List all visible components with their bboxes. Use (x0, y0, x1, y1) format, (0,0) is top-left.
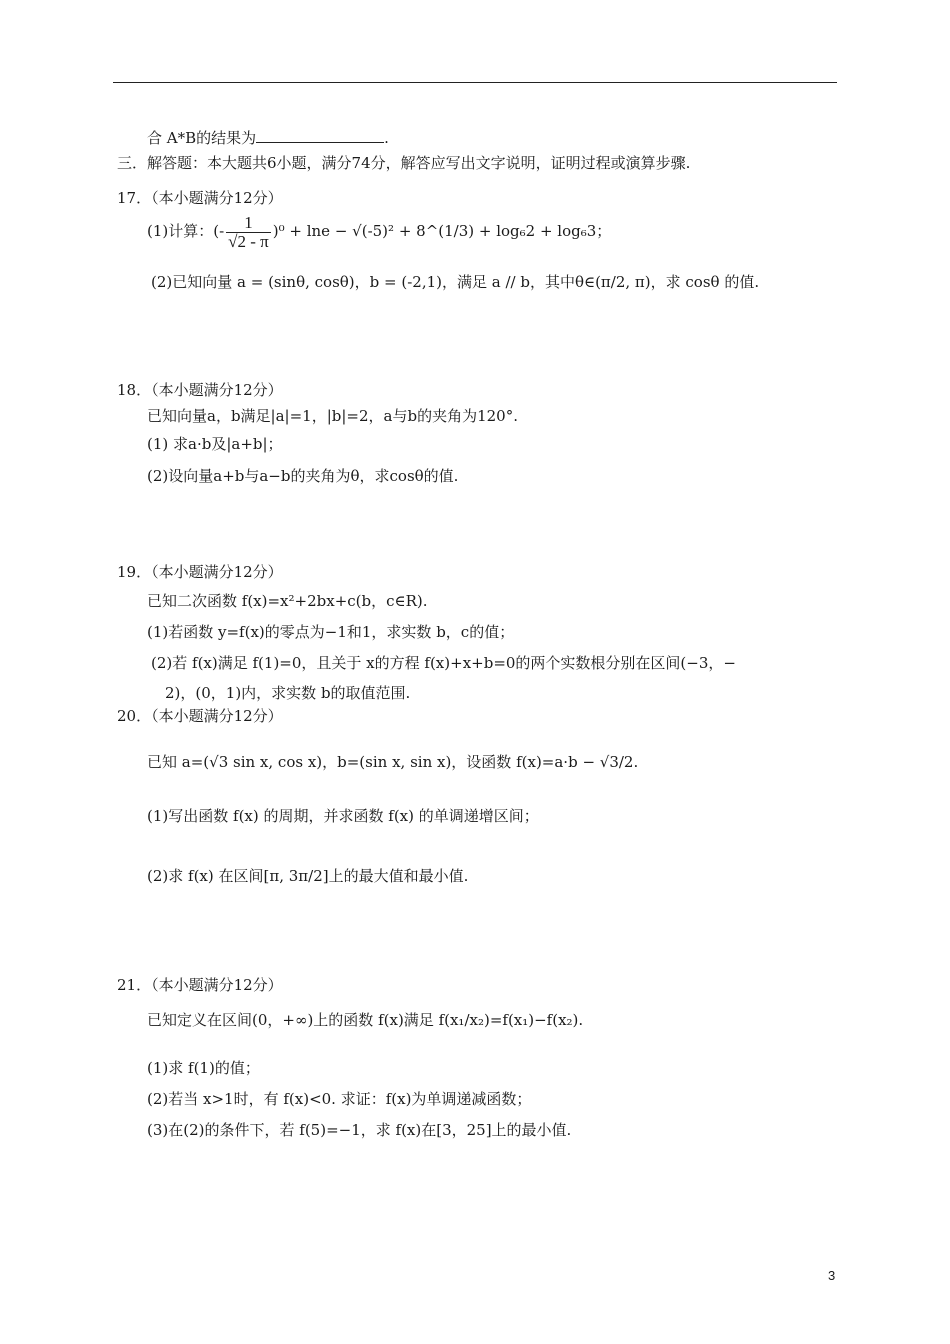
q19-part2-line2: 2)，(0，1)内，求实数 b的取值范围. (165, 684, 411, 702)
q19-heading: 19．（本小题满分12分） (117, 563, 283, 581)
set-result-text: 合 A*B的结果为 (147, 129, 257, 147)
q21-part3: (3)在(2)的条件下，若 f(5)=−1，求 f(x)在[3，25]上的最小值. (147, 1121, 572, 1139)
header-rule (113, 82, 837, 83)
q17-part2: (2)已知向量 a = (sinθ, cosθ)，b = (-2,1)，满足 a // b，其中θ∈(π/2, π)，求 cosθ 的值. (151, 273, 760, 291)
q21-part1: (1)求 f(1)的值； (147, 1059, 260, 1077)
q17-part1-prefix: (1)计算：(- (147, 222, 225, 240)
answer-blank (256, 128, 384, 143)
page-number: 3 (828, 1268, 836, 1283)
q21-text: 已知定义在区间(0，+∞)上的函数 f(x)满足 f(x₁/x₂)=f(x₁)−f(x₂). (147, 1011, 584, 1029)
q19-text: 已知二次函数 f(x)=x²+2bx+c(b，c∈R). (147, 592, 428, 610)
q18-text: 已知向量a，b满足|a|=1，|b|=2，a与b的夹角为120°. (147, 407, 518, 425)
q21-heading: 21．（本小题满分12分） (117, 976, 283, 994)
continued-question-line (147, 128, 389, 148)
q20-heading: 20．（本小题满分12分） (117, 707, 283, 725)
fraction-numerator: 1 (244, 212, 253, 232)
q19-part1: (1)若函数 y=f(x)的零点为−1和1，求实数 b，c的值； (147, 623, 515, 641)
q18-part2: (2)设向量a+b与a−b的夹角为θ，求cosθ的值. (147, 467, 459, 485)
q17-part1 (147, 213, 611, 251)
q17-heading: 17．（本小题满分12分） (117, 189, 283, 207)
q21-part2: (2)若当 x>1时，有 f(x)<0. 求证：f(x)为单调递减函数； (147, 1090, 532, 1108)
section-heading: 三．解答题：本大题共6小题，满分74分，解答应写出文字说明，证明过程或演算步骤. (117, 154, 691, 172)
q20-part1: (1)写出函数 f(x) 的周期，并求函数 f(x) 的单调递增区间； (147, 807, 539, 825)
q18-part1: (1) 求a·b及|a+b|； (147, 435, 283, 453)
q18-heading: 18．（本小题满分12分） (117, 381, 283, 399)
q20-text: 已知 a=(√3 sin x, cos x)，b=(sin x, sin x)，设函数 f(x)=a·b − √3/2. (147, 753, 639, 771)
fraction-denominator: √2 - π (228, 231, 269, 251)
period: . (384, 129, 389, 147)
q19-part2-line1: (2)若 f(x)满足 f(1)=0，且关于 x的方程 f(x)+x+b=0的两个实数根分别在区间(−3，− (151, 654, 736, 672)
q20-part2: (2)求 f(x) 在区间[π, 3π/2]上的最大值和最小值. (147, 867, 469, 885)
q17-fraction (226, 214, 271, 251)
q17-part1-rest: )⁰ + lne − √(-5)² + 8^(1/3) + log₆2 + log₆3； (272, 222, 612, 240)
